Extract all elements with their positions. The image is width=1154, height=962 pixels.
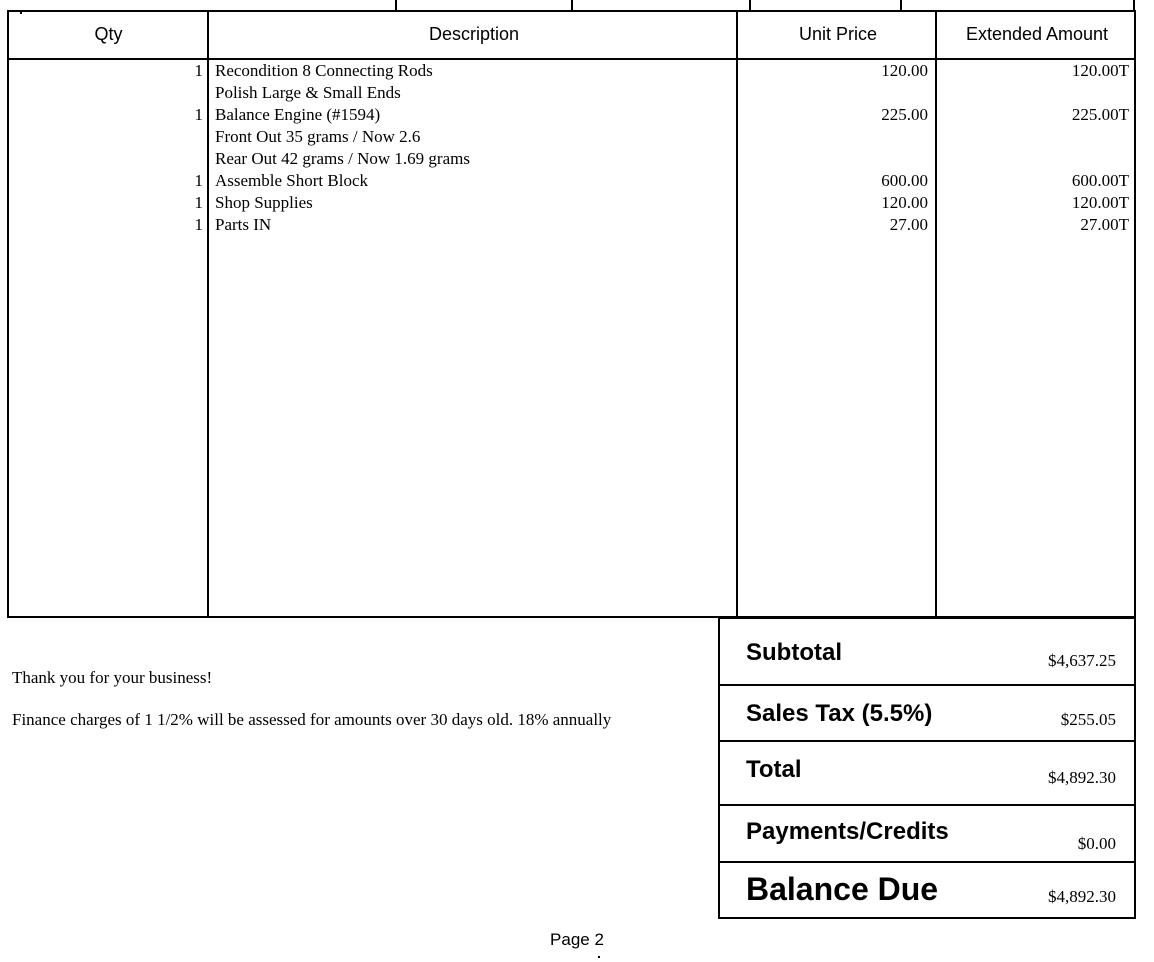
finance-charge-note: Finance charges of 1 1/2% will be assessed for amounts over 30 days old. 18% annually (12, 710, 612, 729)
totals-box (718, 617, 1136, 919)
table-row (9, 104, 1134, 126)
top-divider (749, 0, 751, 10)
row-description: Rear Out 42 grams / Now 1.69 grams (215, 149, 470, 168)
row-unit-price: 27.00 (889, 215, 928, 234)
total-row (720, 742, 1134, 806)
sales-tax-label: Sales Tax (5.5%) (746, 700, 933, 727)
header-qty: Qty (94, 24, 123, 44)
row-qty: 1 (194, 105, 203, 124)
row-description: Parts IN (215, 215, 272, 234)
row-qty: 1 (194, 171, 203, 190)
subtotal-row (720, 619, 1134, 686)
table-header (9, 12, 1134, 60)
table-row (9, 192, 1134, 214)
payments-value: $0.00 (1077, 834, 1116, 853)
page-number: Page 2 (550, 930, 604, 949)
top-divider (395, 0, 397, 10)
table-row (9, 170, 1134, 192)
row-description: Assemble Short Block (215, 171, 368, 190)
row-description: Shop Supplies (215, 193, 313, 212)
line-items-table (7, 10, 1136, 618)
row-qty: 1 (194, 193, 203, 212)
table-row (9, 148, 1134, 170)
top-divider (571, 0, 573, 10)
row-amount: 120.00T (1071, 193, 1129, 212)
balance-due-row (720, 863, 1134, 917)
header-extended-amount: Extended Amount (965, 24, 1109, 44)
sales-tax-value: $255.05 (1060, 710, 1116, 729)
row-qty: 1 (194, 215, 203, 234)
top-divider (900, 0, 902, 10)
table-row (9, 126, 1134, 148)
row-qty: 1 (194, 61, 203, 80)
row-unit-price: 120.00 (881, 61, 928, 80)
subtotal-value: $4,637.25 (1048, 651, 1116, 670)
total-label: Total (746, 756, 802, 783)
table-row (9, 214, 1134, 236)
row-unit-price: 225.00 (881, 105, 928, 124)
row-unit-price: 600.00 (881, 171, 928, 190)
row-amount: 225.00T (1071, 105, 1129, 124)
balance-due-value: $4,892.30 (1048, 887, 1116, 906)
scan-speck (598, 956, 600, 958)
sales-tax-row (720, 686, 1134, 742)
row-description: Recondition 8 Connecting Rods (215, 61, 433, 80)
row-amount: 120.00T (1071, 61, 1129, 80)
header-unit-price: Unit Price (798, 24, 878, 44)
row-amount: 27.00T (1080, 215, 1129, 234)
top-divider (1133, 0, 1135, 10)
row-description: Polish Large & Small Ends (215, 83, 401, 102)
table-body (9, 60, 1134, 236)
table-row (9, 60, 1134, 82)
payments-label: Payments/Credits (746, 818, 949, 845)
row-description: Balance Engine (#1594) (215, 105, 381, 124)
header-description: Description (428, 24, 520, 44)
row-amount: 600.00T (1071, 171, 1129, 190)
total-value: $4,892.30 (1048, 768, 1116, 787)
payments-row (720, 806, 1134, 863)
balance-due-label: Balance Due (746, 871, 939, 907)
table-row (9, 82, 1134, 104)
thank-you-note: Thank you for your business! (12, 668, 213, 687)
subtotal-label: Subtotal (746, 639, 842, 666)
row-description: Front Out 35 grams / Now 2.6 (215, 127, 421, 146)
row-unit-price: 120.00 (881, 193, 928, 212)
